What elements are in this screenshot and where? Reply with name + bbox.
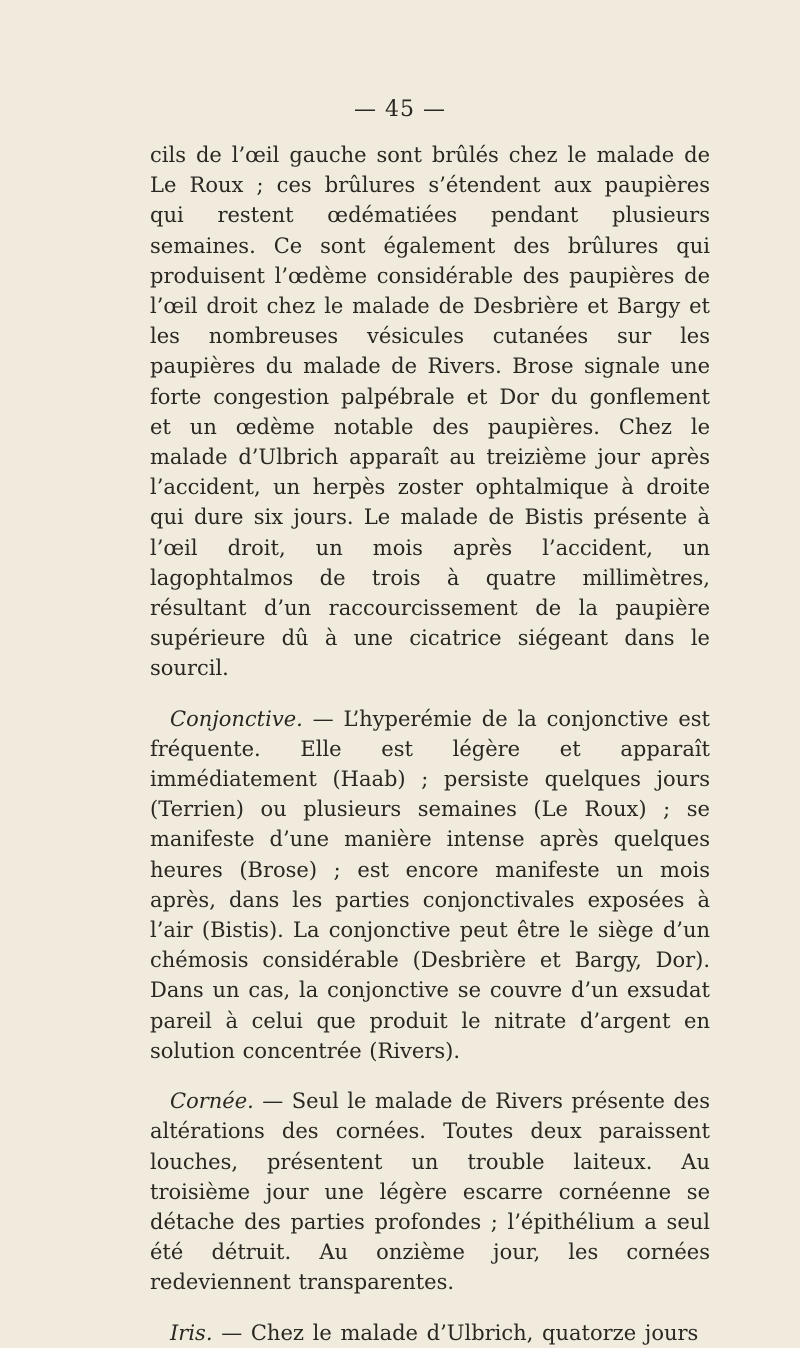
section-heading-cornea: Cornée. (170, 1089, 254, 1114)
paragraph-eyelids (150, 140, 710, 684)
paragraph-text: — Chez le malade d’Ulbrich, quatorze jours (212, 1320, 699, 1345)
paragraph-conjunctiva (150, 704, 710, 1066)
section-heading-iris: Iris. (170, 1320, 213, 1345)
body-text (150, 140, 710, 1348)
paragraph-text: — Seul le malade de Rivers présente des altérations des cornées. Toutes deux paraissent louches, présentent un trouble laiteux. Au troisième jour une légère escarre cornéenne se détache des parties profondes ; l’épithélium a seul été détruit. Au onzième jour, les cornées redeviennent transparentes. (150, 1089, 710, 1295)
paragraph-text: cils de l’œil gauche sont brûlés chez le malade de Le Roux ; ces brûlures s’étendent aux paupières qui restent œdématiées pendant plusieurs semaines. Ce sont également des brûlures qui produisent l’œdème considérable des paupières de l’œil droit chez le malade de Desbrière et Bargy et les nombreuses vésicules cutanées sur les paupières du malade de Rivers. Brose signale une forte congestion palpébrale et Dor du gonflement et un œdème notable des paupières. Chez le malade d’Ulbrich apparaît au treizième jour après l’accident, un herpès zoster ophtalmique à droite qui dure six jours. Le malade de Bistis présente à l’œil droit, un mois après l’accident, un lagophtalmos de trois à quatre millimètres, résultant d’un raccourcissement de la paupière supérieure dû à une cicatrice siégeant dans le sourcil. (150, 143, 710, 681)
section-heading-conjunctiva: Conjonctive. (170, 706, 303, 731)
paragraph-cornea (150, 1086, 710, 1297)
page-number: — 45 — (354, 97, 446, 122)
paragraph-iris (150, 1318, 710, 1348)
paragraph-text: — L’hyperémie de la conjonctive est fréquente. Elle est légère et apparaît immédiatement (Haab) ; persiste quelques jours (Terrien) ou plusieurs semaines (Le Roux) ; se manifeste d’une manière intense après quelques heures (Brose) ; est encore manifeste un mois après, dans les parties conjonctivales exposées à l’air (Bistis). La conjonctive peut être le siège d’un chémosis considérable (Desbrière et Bargy, Dor). Dans un cas, la conjonctive se couvre d’un exsudat pareil à celui que produit le nitrate d’argent en solution concentrée (Rivers). (150, 706, 710, 1063)
